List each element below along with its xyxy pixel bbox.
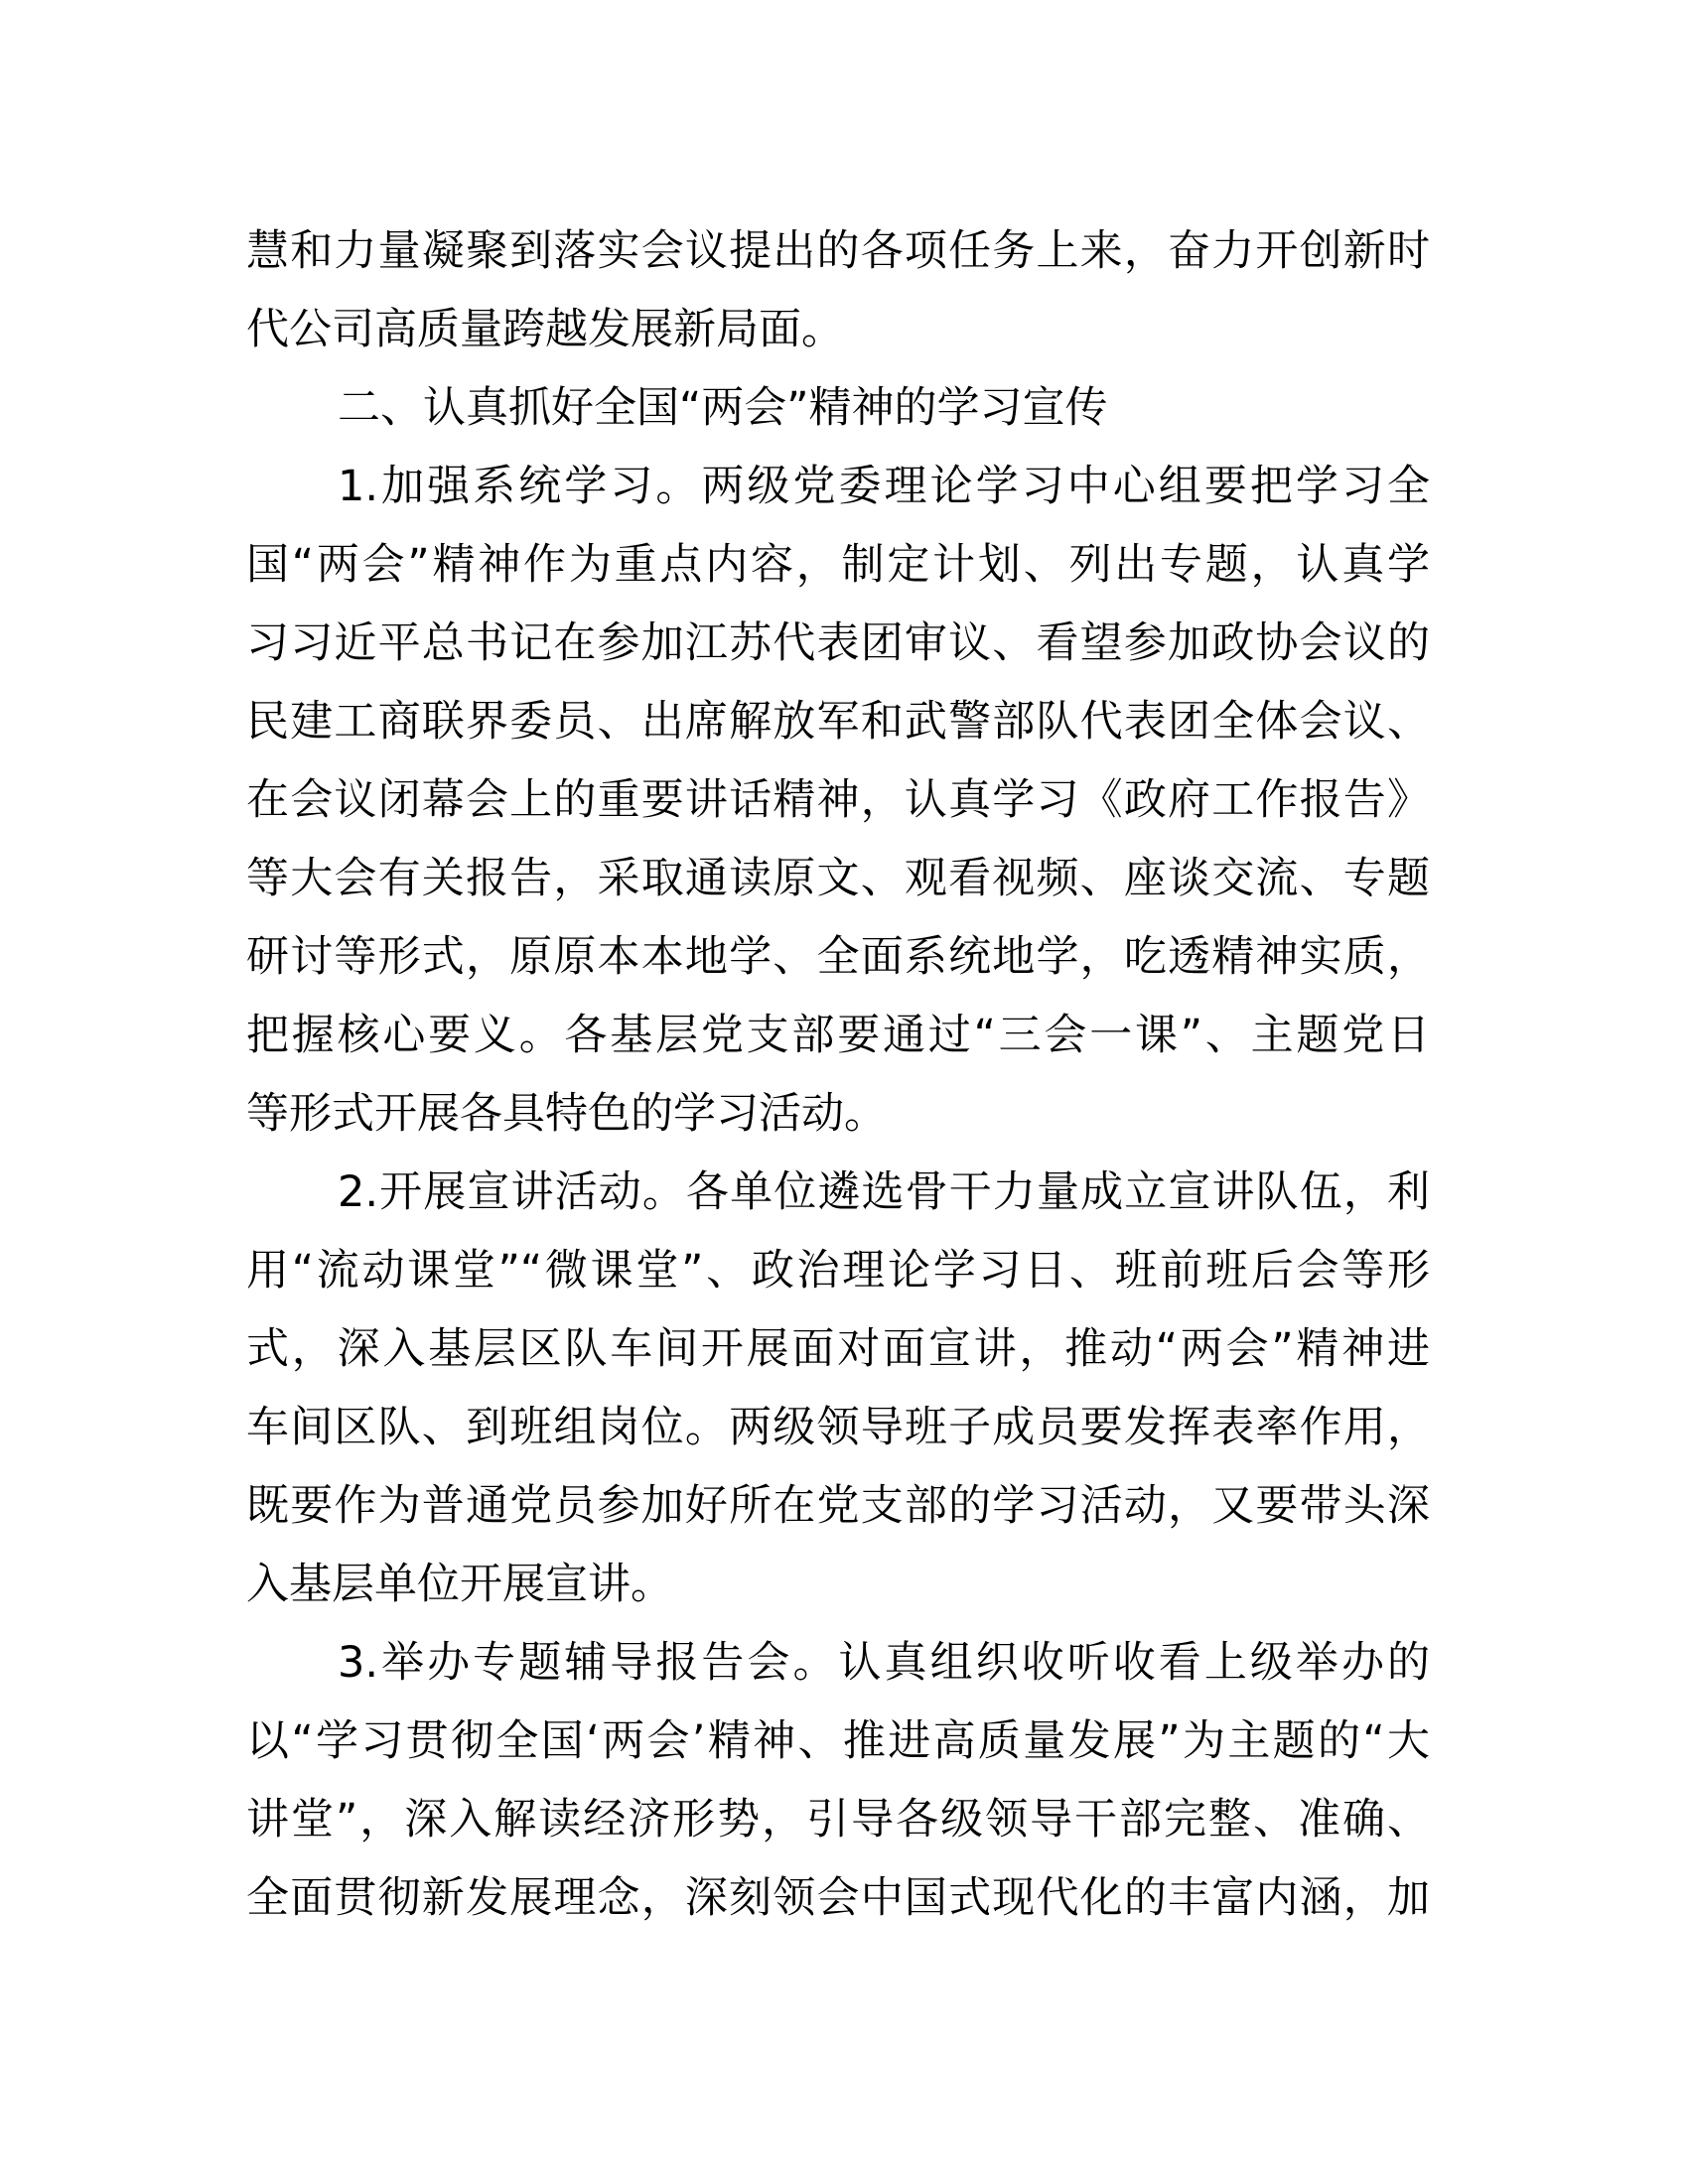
text-line: 车间区队、到班组岗位。两级领导班子成员要发挥表率作用， <box>246 1403 1430 1452</box>
text-line: 讲堂”，深入解读经济形势，引导各级领导干部完整、准确、 <box>246 1795 1430 1844</box>
text-line: 国“两会”精神作为重点内容，制定计划、列出专题，认真学 <box>246 540 1430 590</box>
document-page <box>246 212 1430 1938</box>
paragraph-item-1 <box>246 448 1430 1154</box>
heading-text: 二、认真抓好全国“两会”精神的学习宣传 <box>338 383 1108 433</box>
text-line: 民建工商联界委员、出席解放军和武警部队代表团全体会议、 <box>246 697 1430 747</box>
text-line: 以“学习贯彻全国‘两会’精神、推进高质量发展”为主题的“大 <box>246 1716 1430 1766</box>
text-line: 全面贯彻新发展理念，深刻领会中国式现代化的丰富内涵，加 <box>246 1873 1430 1923</box>
paragraph-item-3 <box>246 1624 1430 1938</box>
text-line: 式，深入基层区队车间开展面对面宣讲，推动“两会”精神进 <box>246 1324 1430 1374</box>
paragraph-item-2 <box>246 1154 1430 1624</box>
paragraph-continuation <box>246 212 1430 369</box>
text-line: 等大会有关报告，采取通读原文、观看视频、座谈交流、专题 <box>246 854 1430 903</box>
text-line: 习习近平总书记在参加江苏代表团审议、看望参加政协会议的 <box>246 618 1430 668</box>
text-line: 代公司高质量跨越发展新局面。 <box>246 305 844 354</box>
text-line: 1.加强系统学习。两级党委理论学习中心组要把学习全 <box>338 462 1430 511</box>
text-line: 在会议闭幕会上的重要讲话精神，认真学习《政府工作报告》 <box>246 775 1430 825</box>
text-line: 3.举办专题辅导报告会。认真组织收听收看上级举办的 <box>338 1638 1430 1688</box>
text-line: 慧和力量凝聚到落实会议提出的各项任务上来，奋力开创新时 <box>246 226 1430 276</box>
text-line: 研讨等形式，原原本本地学、全面系统地学，吃透精神实质， <box>246 932 1430 982</box>
text-line: 入基层单位开展宣讲。 <box>246 1560 673 1609</box>
text-line: 用“流动课堂”“微课堂”、政治理论学习日、班前班后会等形 <box>246 1246 1430 1296</box>
text-line: 等形式开展各具特色的学习活动。 <box>246 1089 887 1139</box>
section-heading <box>246 369 1430 448</box>
text-line: 2.开展宣讲活动。各单位遴选骨干力量成立宣讲队伍，利 <box>338 1167 1430 1217</box>
text-line: 把握核心要义。各基层党支部要通过“三会一课”、主题党日 <box>246 1011 1430 1060</box>
text-line: 既要作为普通党员参加好所在党支部的学习活动，又要带头深 <box>246 1481 1430 1531</box>
